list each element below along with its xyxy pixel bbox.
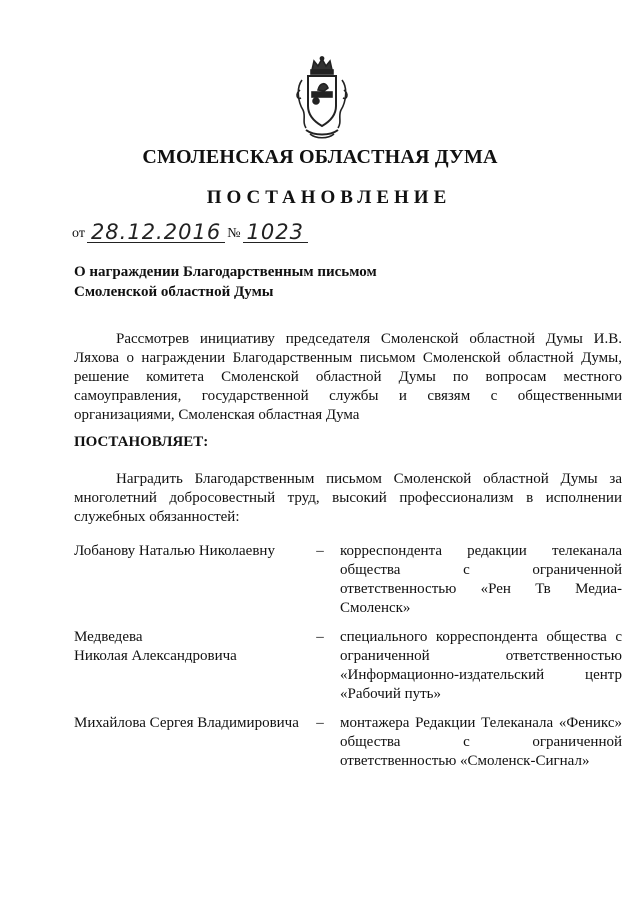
coat-of-arms-icon [294, 56, 350, 140]
organization-name: СМОЛЕНСКАЯ ОБЛАСТНАЯ ДУМА [142, 146, 498, 168]
number-label: № [227, 226, 241, 241]
awardee-dash: – [316, 715, 324, 731]
awardee-given-names: Николая Александровича [74, 648, 237, 664]
awardee-dash: – [316, 543, 324, 559]
date-number-line [72, 222, 308, 243]
document-date: 28.12.2016 [87, 222, 225, 243]
preamble-paragraph: Рассмотрев инициативу председателя Смоленской областной Думы И.В. Ляхова о награждении Благодарственным письмом Смоленской областной Думы, решение комитета Смоленской областной Думы по вопросам местного самоуправления, государственной службы и связям с общественными организациями, Смоленская областная Дума [74, 331, 622, 423]
award-paragraph: Наградить Благодарственным письмом Смоленской областной Думы за многолетний добросовестный труд, высокий профессионализм в исполнении служебных обязанностей: [74, 471, 622, 525]
subject-line-1: О награждении Благодарственным письмом [74, 264, 377, 280]
awardee-position: корреспондента редакции телеканала общества с ограниченной ответственностью «Рен Тв Медиа-Смоленск» [340, 543, 622, 616]
awardee-position: монтажера Редакции Телеканала «Феникс» общества с ограниченной ответственностью «Смоленск-Сигнал» [340, 715, 622, 769]
awardee-name: Михайлова Сергея Владимировича [74, 715, 299, 731]
date-from-label: от [72, 226, 85, 241]
document-subject [74, 262, 377, 302]
awardee-surname: Медведева [74, 629, 143, 645]
resolve-heading: ПОСТАНОВЛЯЕТ: [74, 434, 209, 450]
awardee-name [74, 628, 314, 666]
subject-line-2: Смоленской областной Думы [74, 284, 274, 300]
awardee-name: Лобанову Наталью Николаевну [74, 543, 275, 559]
document-number: 1023 [243, 222, 308, 243]
awardee-dash: – [316, 629, 324, 645]
awardee-position: специального корреспондента общества с ограниченной ответственностью «Информационно-издательский центр «Рабочий путь» [340, 629, 622, 702]
document-type-title: ПОСТАНОВЛЕНИЕ [206, 187, 452, 208]
